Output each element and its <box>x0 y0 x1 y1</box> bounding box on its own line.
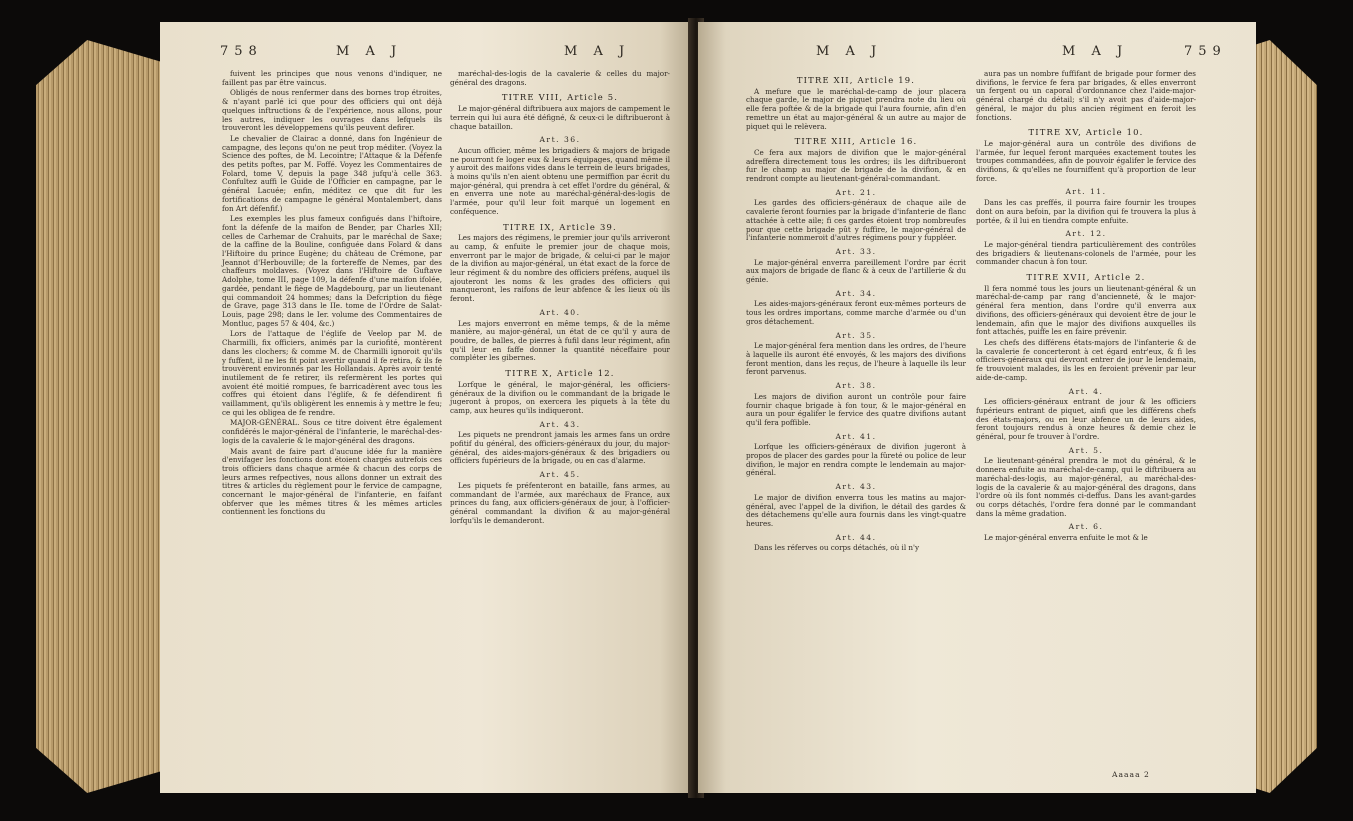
section-heading: TITRE XII, Article 19. <box>796 75 916 85</box>
paragraph: fuivent les principes que nous venons d'indiquer, ne faillent pas par être vaincus. <box>222 69 442 87</box>
paragraph: Il fera nommé tous les jours un lieutenant-général & un maréchal-de-camp par rang d'ancienneté, & le major-général fera mention, dans l'ordre qu'il enverra aux divifions, des officiers-généraux qui devoient être de jour le lendemain, afin que le major des divifions auxquelles ils font attachés, puiffe les en faire prévenir. <box>976 283 1196 337</box>
right-page-column-1 <box>746 70 966 555</box>
right-page <box>698 22 1256 793</box>
paragraph: Le major de divifion enverra tous les matins au major-général, avec l'appel de la divifion, le détail des gardes & des détachemens qu'elle aura fournis dans les vingt-quatre heures. <box>746 492 966 528</box>
article-heading: Art. 21. <box>835 187 877 197</box>
paragraph: aura pas un nombre fuffifant de brigade pour former des divifions, le fervice fe fera par brigades, & elles enverront un fergent ou un caporal d'ordonnance chez l'aide-major-général chargé du détail; s'il n'y avoit pas d'aide-major-général, le major du plus ancien régiment en feroit les fonctions. <box>976 69 1196 122</box>
paragraph: Les officiers-généraux entrant de jour & les officiers fupérieurs entrant de piquet, ainfi que les différens chefs des états-majors, ou en leur abfence un de leurs aides, feront toujours rendus à onze heures & demie chez le général, pour fe trouver à l'ordre. <box>976 397 1196 442</box>
right-header-right: M A J <box>1062 44 1129 59</box>
article-heading: Art. 43. <box>835 482 877 492</box>
article-heading: Art. 34. <box>835 288 877 298</box>
left-page-column-2 <box>450 70 670 527</box>
section-heading: TITRE XVII, Article 2. <box>1026 272 1146 283</box>
paragraph: Dans les réferves ou corps détachés, où il n'y <box>754 543 920 553</box>
paragraph: Le major-général enverra pareillement l'ordre par écrit aux majors de brigade de flanc & à ceux de l'artillerie & du génie. <box>746 257 966 285</box>
article-heading: Art. 44. <box>835 532 877 542</box>
paragraph: Les majors de divifion auront un contrôle pour faire fournir chaque brigade à fon tour, & le major-général en aura un pour égalifer le fervice des quatre divifions autant qu'il fera poffible. <box>746 391 966 427</box>
paragraph: Le major-général fera mention dans les ordres, de l'heure à laquelle ils auront été envoyés, & les majors des divifions feront mention, dans les reçus, de l'heure à laquelle ils leur feront parvenus. <box>746 341 966 377</box>
paragraph: Les gardes des officiers-généraux de chaque aile de cavalerie feront fournies par la brigade d'infanterie de flanc attachée à cette aile; fi ces gardes étoient trop nombreufes pour que cette brigade pût y fuffire, le major-général de l'infanterie nommeroit d'autres régimens pour y fuppléer. <box>746 198 966 243</box>
paragraph: Ce fera aux majors de divifion que le major-général adreffera directement tous les ordres; ils les diftribueront fur le champ au major de brigade de la divifion, & en rendront compte au lieutenant-général-commandant. <box>746 147 966 184</box>
paragraph: Les chefs des différens états-majors de l'infanterie & de la cavalerie fe concerteront à cet égard entr'eux, & fi les officiers-généraux qui devront entrer de jour le lendemain, fe trouvoient malades, ils les en feroient prévenir par leur aide-de-camp. <box>976 337 1196 382</box>
paragraph: Le major-général diftribuera aux majors de campement le terrein qui lui aura été défigné, & ceux-ci le diftribueront à chaque bataillon. <box>450 104 670 131</box>
article-heading: Art. 41. <box>835 431 877 441</box>
left-header-left: M A J <box>336 44 403 59</box>
right-folio: 759 <box>1184 44 1227 59</box>
section-heading: TITRE IX, Article 39. <box>503 221 617 232</box>
article-heading: Art. 12. <box>1065 229 1107 239</box>
left-header-right: M A J <box>564 44 631 59</box>
paragraph: Obligés de nous renfermer dans des bornes trop étroites, & n'ayant parlé ici que pour des officiers qui ont déjà quelques inftructions & de l'expérience, nous allons, pour les autres, indiquer les ouvrages dans lefquels ils trouveront les développemens qu'ils peuvent defirer. <box>222 88 442 133</box>
paragraph: A mefure que le maréchal-de-camp de jour placera chaque garde, le major de piquet prendra note du lieu où elle fera poftée & de la brigade qui l'aura fournie, afin d'en remettre un état au major-général & un autre au major de piquet qui le relèvera. <box>746 86 966 131</box>
article-heading: Art. 40. <box>539 307 581 317</box>
paragraph: Les piquets ne prendront jamais les armes fans un ordre pofitif du général, des officiers-généraux du jour, du major-général, des aides-majors-généraux & des brigadiers ou officiers fupérieurs de la brigade, ou en cas d'alarme. <box>450 430 670 466</box>
article-heading: Art. 33. <box>835 246 877 256</box>
paragraph: Lors de l'attaque de l'églife de Veelop par M. de Charmilli, fix officiers, animés par la curiofité, montèrent dans les clochers; & comme M. de Charmilli ignoroit qu'ils y fuffent, il ne les fit point avertir quand il fe retira, & ils fe trouvèrent environnés par les Hollandais. Après avoir tenté inutilement de fe retirer, ils refermèrent les portes qui avoient été moitié rompues, fe barricadèrent avec tous les coffres qui étoient dans l'églife, & fe défendirent fi vaillamment, qu'ils obligèrent les ennemis à y mettre le feu; ce qui les obligea de fe rendre. <box>222 329 442 417</box>
paragraph: Le lieutenant-général prendra le mot du général, & le donnera enfuite au maréchal-de-camp, qui le diftribuera au maréchal-des-logis, au major-général, au maréchal-des-logis de la cavalerie & au major-général des dragons, dans l'ordre où ils font nommés ci-deffus. Dans les avant-gardes ou corps détachés, l'ordre fera donné par le commandant dans la même gradation. <box>976 456 1196 518</box>
paragraph: Les piquets fe préfenteront en bataille, fans armes, au commandant de l'armée, aux maréchaux de France, aux princes du fang, aux officiers-généraux de jour, à l'officier-général commandant la divifion & au major-général lorfqu'ils le demanderont. <box>450 480 670 525</box>
left-folio: 758 <box>220 44 263 59</box>
paragraph: Le major-général tiendra particulièrement des contrôles des brigadiers & lieutenans-colonels de l'armée, pour les commander chacun à fon tour. <box>976 239 1196 267</box>
article-heading: Art. 4. <box>1068 386 1104 396</box>
article-heading: Art. 5. <box>1068 445 1104 455</box>
paragraph: Mais avant de faire part d'aucune idée fur la manière d'envifager les fonctions dont étoient chargés autrefois ces trois officiers dans chaque armée & chacun des corps de leurs armes refpectives, nous allons donner un extrait des titres & articles du règlement pour le fervice de campagne, concernant le major-général de l'infanterie, en faifant obferver que les mêmes titres & les mêmes articles contiennent les fonctions du <box>222 446 442 517</box>
signature-mark: Aaaaa 2 <box>1112 770 1150 779</box>
paragraph: Dans les cas preffés, il pourra faire fournir les troupes dont on aura befoin, par la divifion qui fe trouvera la plus à portée, & il lui en tiendra compte enfuite. <box>976 198 1196 225</box>
paragraph: Les majors des régimens, le premier jour qu'ils arriveront au camp, & enfuite le premier jour de chaque mois, enverront par le major de brigade, & celui-ci par le major de la divifion au major-général, un état exact de la force de leur régiment & du nombre des officiers préfens, auquel ils ajouteront les noms & les grades des officiers qui manqueront, les raifons de leur abfence & les lieux où ils feront. <box>450 233 670 304</box>
article-heading: Art. 43. <box>539 419 581 429</box>
paragraph: Les exemples les plus fameux configués dans l'hiftoire, font la défenfe de la maifon de Bender, par Charles XII; celles de Carhemar de Crahuits, par le maréchal de Saxe; de la caffine de la Bouline, configuée dans Folard & dans l'Hiftoire du prince Eugène; du château de Crémone, par Jeannot d'Herbouville; de la fortereffe de Nemes, par des chaffeurs moldaves. (Voyez dans l'Hiftoire de Guftave Adolphe, tome III, page 109, la défenfe d'une maifon ifolée, gardée, pendant le fiège de Magdebourg, par un lieutenant qui commandoit 24 hommes; dans la Defcription du fiège de Grave, page 313 dans le IIe. tome de l'Ordre de Salat-Louis, page 298; dans le Ier. volume des Commentaires de Montluc, pages 57 & 404, &c.) <box>222 214 442 328</box>
paragraph: maréchal-des-logis de la cavalerie & celles du major-général des dragons. <box>450 69 670 87</box>
paragraph: Le major-général enverra enfuite le mot & le <box>984 533 1148 543</box>
section-heading: TITRE VIII, Article 5. <box>501 92 619 103</box>
paragraph: MAJOR-GÉNÉRAL. Sous ce titre doivent être également confidérés le major-général de l'infanterie, le maréchal-des-logis de la cavalerie & le major-général des dragons. <box>222 418 442 445</box>
article-heading: Art. 36. <box>539 135 581 145</box>
paragraph: Le chevalier de Clairac a donné, dans fon Ingénieur de campagne, des leçons qu'on ne peut trop méditer. (Voyez la Science des poftes, de M. Lecointre; l'Attaque & la Défenfe des petits poftes, par M. Foffé. Voyez les Commentaires de Folard, tome V, depuis la page 348 jufqu'à celle 363. Confultez auffi le Guide de l'Officier en campagne, par le général Lacuée; enfin, méditez ce que dit fur les fortifications de campagne le général Montalembert, dans fon Art défenfif.) <box>222 133 442 213</box>
article-heading: Art. 6. <box>1068 522 1104 532</box>
paragraph: Lorfque le général, le major-général, les officiers-généraux de la divifion ou le commandant de la brigade le jugeront à propos, on exercera les piquets à la tête du camp, aux heures qu'ils indiqueront. <box>450 379 670 415</box>
section-heading: TITRE XIII, Article 16. <box>794 136 918 147</box>
paragraph: Les aides-majors-généraux feront eux-mêmes porteurs de tous les ordres importans, comme marche d'armée ou d'un gros détachement. <box>746 299 966 326</box>
article-heading: Art. 38. <box>835 381 877 391</box>
section-heading: TITRE X, Article 12. <box>505 368 615 379</box>
right-header-left: M A J <box>816 44 883 59</box>
left-page-column-1 <box>222 70 442 519</box>
article-heading: Art. 35. <box>835 330 877 340</box>
paragraph: Les majors enverront en même temps, & de la même manière, au major-général, un état de ce qu'il y aura de poudre, de balles, de pierres à fufil dans leur régiment, afin qu'il leur en faffe donner la quantité néceffaire pour compléter les gibernes. <box>450 318 670 363</box>
article-heading: Art. 11. <box>1065 187 1107 197</box>
left-page <box>160 22 692 793</box>
paragraph: Lorfque les officiers-généraux de divifion jugeront à propos de placer des gardes pour la fûreté ou police de leur divifion, le major en rendra compte le lendemain au major-général. <box>746 442 966 478</box>
article-heading: Art. 45. <box>539 470 581 480</box>
paragraph: Le major-général aura un contrôle des divifions de l'armée, fur lequel feront marquées exactement toutes les troupes commandées, afin de pouvoir égalifer le fervice des divifions, & qu'elles ne fourniffent qu'à proportion de leur force. <box>976 138 1196 183</box>
paragraph: Aucun officier, même les brigadiers & majors de brigade ne pourront fe loger eux & leurs équipages, quand même il y auroit des maifons vides dans le terrein de leurs brigades, à moins qu'ils n'en aient obtenu une permiffion par écrit du major-général, qui prendra à cet effet l'ordre du général, & en enverra une note au maréchal-général-des-logis de l'armée, pour qu'il leur foit marqué un logement en conféquence. <box>450 145 670 216</box>
left-page-edges <box>36 40 164 793</box>
right-page-column-2 <box>976 70 1196 545</box>
section-heading: TITRE XV, Article 10. <box>1028 127 1144 138</box>
